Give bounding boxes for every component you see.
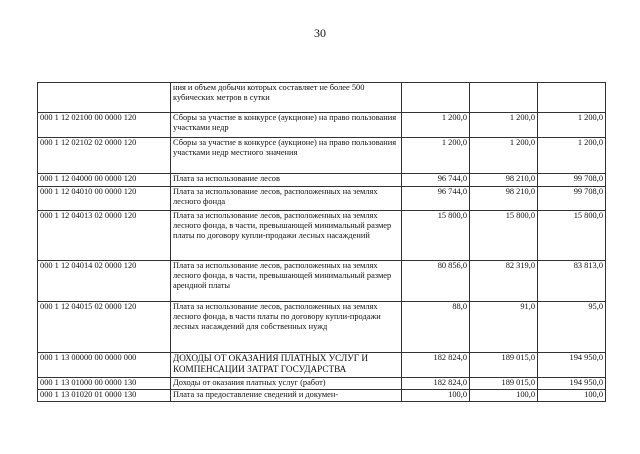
value-cell-year-2: 98 210,0 xyxy=(470,187,538,211)
revenue-name-cell: Сборы за участие в конкурсе (аукционе) на право пользования участками недр местного значения xyxy=(171,138,402,174)
table-row xyxy=(38,261,606,302)
revenue-name-cell: ния и объем добычи которых составляет не более 500 кубических метров в сутки xyxy=(171,83,402,113)
value-cell-year-3: 99 708,0 xyxy=(538,187,606,211)
budget-code-cell: 000 1 12 02100 00 0000 120 xyxy=(38,113,171,138)
value-cell-year-3: 100,0 xyxy=(538,390,606,402)
value-cell-year-2: 100,0 xyxy=(470,390,538,402)
page-number: 30 xyxy=(314,26,326,40)
budget-code-cell: 000 1 12 04000 00 0000 120 xyxy=(38,174,171,187)
value-cell-year-1: 100,0 xyxy=(402,390,470,402)
revenue-name-cell: Плата за использование лесов xyxy=(171,174,402,187)
budget-code-cell: 000 1 13 01000 00 0000 130 xyxy=(38,378,171,390)
value-cell-year-1: 1 200,0 xyxy=(402,113,470,138)
value-cell-year-2: 189 015,0 xyxy=(470,378,538,390)
value-cell-year-2: 91,0 xyxy=(470,302,538,353)
budget-code-cell: 000 1 12 02102 02 0000 120 xyxy=(38,138,171,174)
revenue-name-cell: Плата за использование лесов, расположенных на землях лесного фонда, в части, превышающей минимальный размер платы по договору купли-продажи лесных насаждений xyxy=(171,211,402,261)
table-row xyxy=(38,353,606,378)
revenue-name-cell: Сборы за участие в конкурсе (аукционе) на право пользования участками недр xyxy=(171,113,402,138)
budget-code-cell: 000 1 12 04013 02 0000 120 xyxy=(38,211,171,261)
budget-code-cell: 000 1 12 04015 02 0000 120 xyxy=(38,302,171,353)
value-cell-year-3: 99 708,0 xyxy=(538,174,606,187)
revenue-name-cell: ДОХОДЫ ОТ ОКАЗАНИЯ ПЛАТНЫХ УСЛУГ И КОМПЕНСАЦИИ ЗАТРАТ ГОСУДАРСТВА xyxy=(171,353,402,378)
value-cell-year-1: 15 800,0 xyxy=(402,211,470,261)
budget-revenue-table xyxy=(37,82,606,402)
value-cell-year-2: 15 800,0 xyxy=(470,211,538,261)
value-cell-year-1: 182 824,0 xyxy=(402,353,470,378)
budget-code-cell: 000 1 12 04014 02 0000 120 xyxy=(38,261,171,302)
value-cell-year-2: 189 015,0 xyxy=(470,353,538,378)
revenue-name-cell: Плата за предоставление сведений и докумен- xyxy=(171,390,402,402)
table-row xyxy=(38,187,606,211)
value-cell-year-3: 15 800,0 xyxy=(538,211,606,261)
value-cell-year-1: 96 744,0 xyxy=(402,174,470,187)
value-cell-year-2: 98 210,0 xyxy=(470,174,538,187)
value-cell-year-2 xyxy=(470,83,538,113)
table-row xyxy=(38,211,606,261)
budget-code-cell: 000 1 13 01020 01 0000 130 xyxy=(38,390,171,402)
value-cell-year-1: 80 856,0 xyxy=(402,261,470,302)
value-cell-year-2: 1 200,0 xyxy=(470,113,538,138)
value-cell-year-2: 1 200,0 xyxy=(470,138,538,174)
value-cell-year-1: 1 200,0 xyxy=(402,138,470,174)
value-cell-year-3: 194 950,0 xyxy=(538,353,606,378)
revenue-name-cell: Доходы от оказания платных услуг (работ) xyxy=(171,378,402,390)
value-cell-year-3 xyxy=(538,83,606,113)
table-row xyxy=(38,378,606,390)
table-row xyxy=(38,138,606,174)
table-row xyxy=(38,83,606,113)
table-row xyxy=(38,302,606,353)
budget-code-cell: 000 1 13 00000 00 0000 000 xyxy=(38,353,171,378)
budget-code-cell: 000 1 12 04010 00 0000 120 xyxy=(38,187,171,211)
revenue-name-cell: Плата за использование лесов, расположенных на землях лесного фонда, в части, превышающей минимальный размер арендной платы xyxy=(171,261,402,302)
value-cell-year-3: 95,0 xyxy=(538,302,606,353)
table-row xyxy=(38,390,606,402)
value-cell-year-3: 1 200,0 xyxy=(538,113,606,138)
value-cell-year-1 xyxy=(402,83,470,113)
value-cell-year-1: 88,0 xyxy=(402,302,470,353)
value-cell-year-1: 96 744,0 xyxy=(402,187,470,211)
value-cell-year-3: 194 950,0 xyxy=(538,378,606,390)
budget-code-cell xyxy=(38,83,171,113)
table-row xyxy=(38,174,606,187)
revenue-name-cell: Плата за использование лесов, расположенных на землях лесного фонда xyxy=(171,187,402,211)
value-cell-year-3: 1 200,0 xyxy=(538,138,606,174)
revenue-name-cell: Плата за использование лесов, расположенных на землях лесного фонда, в части платы по договору купли-продажи лесных насаждений для собственных нужд xyxy=(171,302,402,353)
value-cell-year-2: 82 319,0 xyxy=(470,261,538,302)
table-row xyxy=(38,113,606,138)
value-cell-year-1: 182 824,0 xyxy=(402,378,470,390)
value-cell-year-3: 83 813,0 xyxy=(538,261,606,302)
